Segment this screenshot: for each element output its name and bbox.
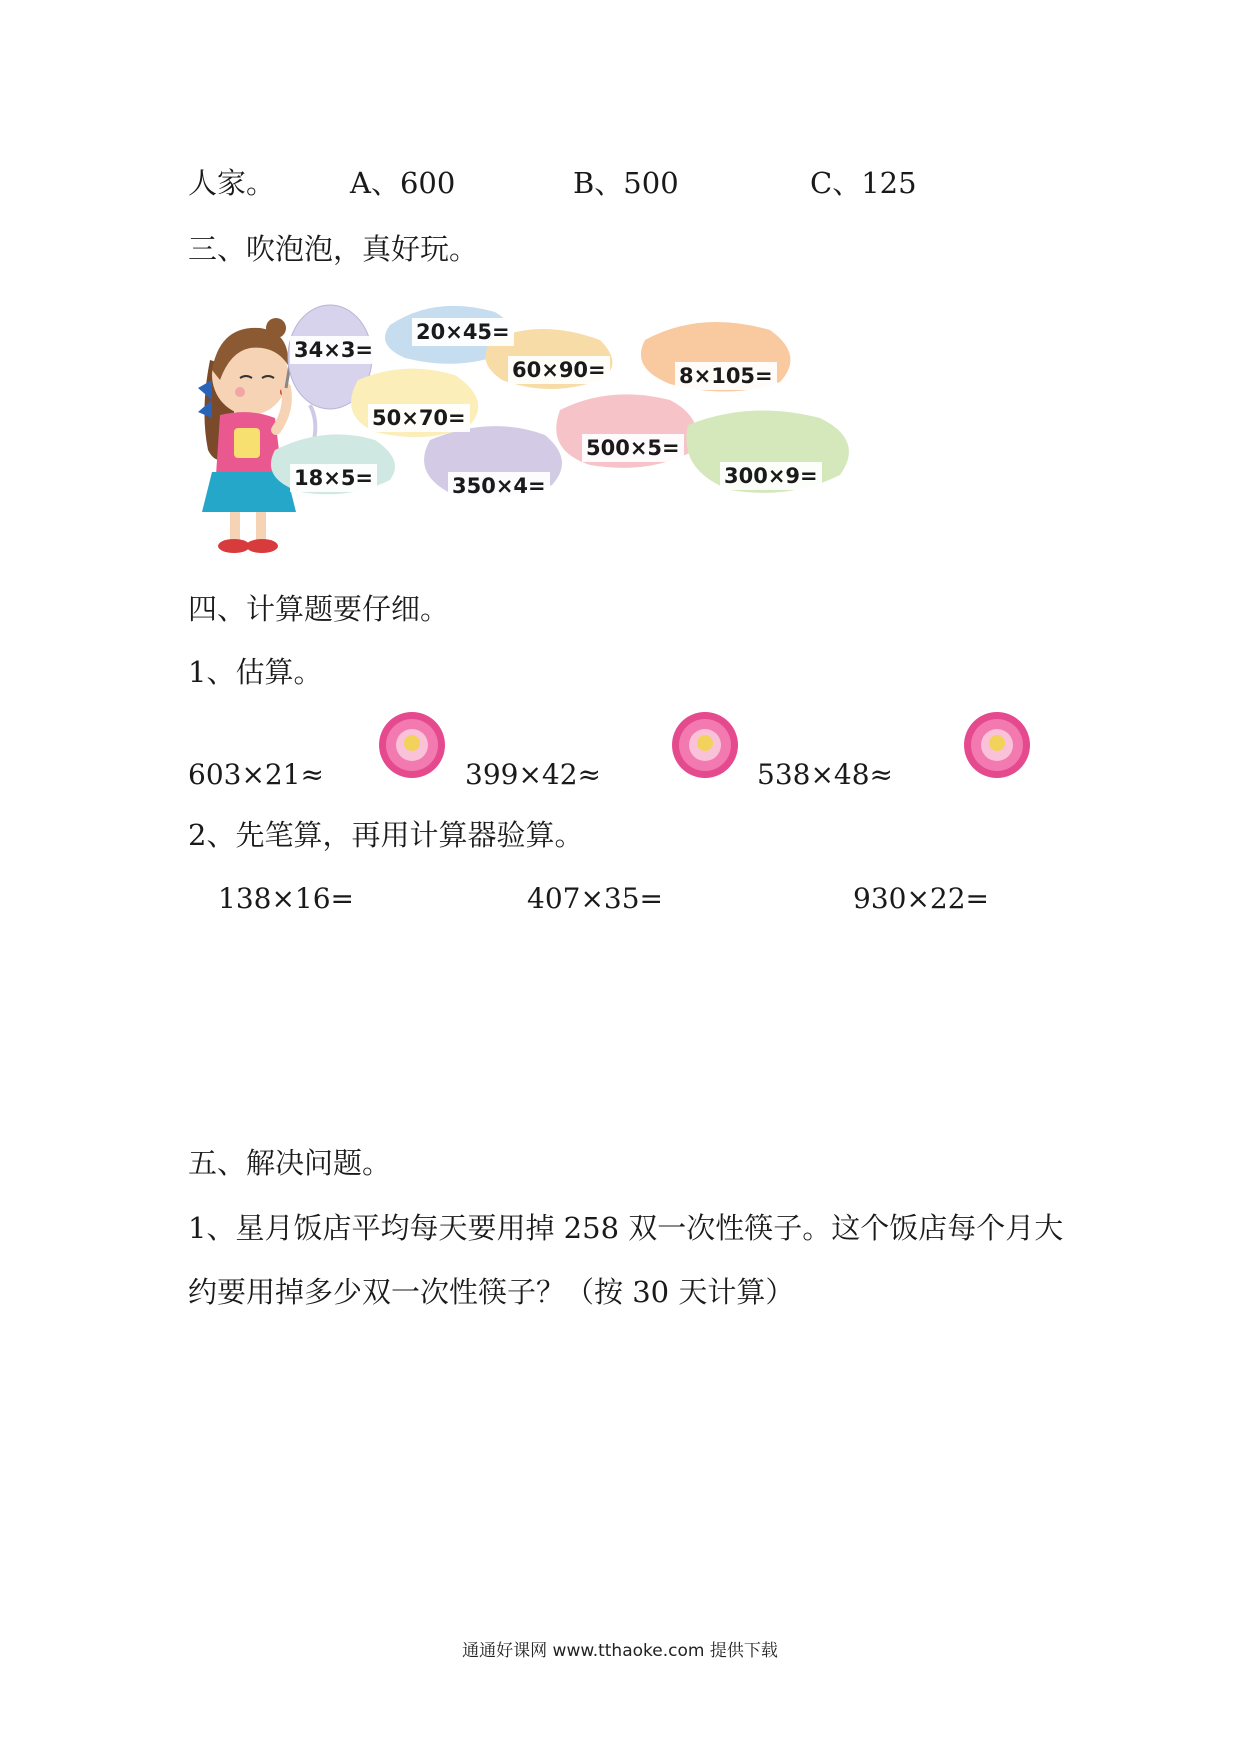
bubble-34x3: 34×3= xyxy=(290,336,377,364)
bubble-illustration xyxy=(190,300,970,565)
written-calc-item-3: 930×22= xyxy=(853,882,989,915)
bubble-50x70: 50×70= xyxy=(368,404,470,432)
page-footer: 通通好课网 www.tthaoke.com 提供下载 xyxy=(462,1641,778,1661)
section3-title: 三、吹泡泡，真好玩。 xyxy=(188,232,479,266)
section4-part2-title: 2、先笔算，再用计算器验算。 xyxy=(188,818,584,852)
bubble-300x9: 300×9= xyxy=(720,462,822,490)
girl-figure xyxy=(198,318,296,553)
option-c: C、125 xyxy=(810,166,917,200)
written-calc-item-2: 407×35= xyxy=(527,882,663,915)
written-calc-item-1: 138×16= xyxy=(218,882,354,915)
prev-question-lead: 人家。 xyxy=(188,166,276,200)
bubble-500x5: 500×5= xyxy=(582,434,684,462)
option-b: B、500 xyxy=(573,166,679,200)
estimate-item-2: 399×42≈ xyxy=(465,758,601,791)
section5-title: 五、解决问题。 xyxy=(188,1146,392,1180)
problem1-line1: 1、星月饭店平均每天要用掉 258 双一次性筷子。这个饭店每个月大 xyxy=(188,1211,1064,1245)
flower-icon xyxy=(670,710,740,780)
flower-icon xyxy=(962,710,1032,780)
bubble-20x45: 20×45= xyxy=(412,318,514,346)
estimate-item-1: 603×21≈ xyxy=(188,758,324,791)
bubble-18x5: 18×5= xyxy=(290,464,377,492)
prev-question-tail xyxy=(188,163,275,203)
section4-part1-title: 1、估算。 xyxy=(188,655,323,689)
bubble-350x4: 350×4= xyxy=(448,472,550,500)
section4-title: 四、计算题要仔细。 xyxy=(188,592,450,626)
problem1-line2: 约要用掉多少双一次性筷子？（按 30 天计算） xyxy=(188,1275,795,1309)
option-a: A、600 xyxy=(350,166,456,200)
estimate-item-3: 538×48≈ xyxy=(757,758,893,791)
flower-icon xyxy=(377,710,447,780)
bubble-8x105: 8×105= xyxy=(675,362,777,390)
bubble-60x90: 60×90= xyxy=(508,356,610,384)
